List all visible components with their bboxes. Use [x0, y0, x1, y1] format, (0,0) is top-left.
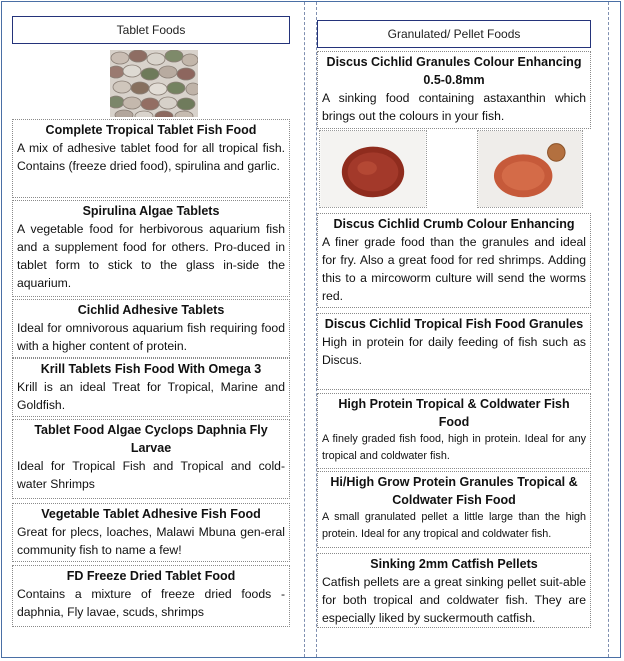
product-title: Complete Tropical Tablet Fish Food [45, 123, 257, 137]
product-description: High in protein for daily feeding of fish such as Discus. [322, 335, 586, 367]
product-item [12, 565, 290, 627]
crumb-photo [477, 130, 583, 208]
product-title: Vegetable Tablet Adhesive Fish Food [41, 507, 261, 521]
product-title: Discus Cichlid Granules Colour Enhancing 0.5-0.8mm [326, 55, 582, 87]
product-item [12, 419, 290, 499]
product-item [12, 503, 290, 562]
product-description: A sinking food containing astaxanthin which brings out the colours in your fish. [322, 91, 586, 123]
tablet-food-photo [110, 50, 198, 117]
product-item [12, 200, 290, 297]
product-title: Discus Cichlid Crumb Colour Enhancing [333, 217, 575, 231]
product-item [12, 299, 290, 358]
product-title: Discus Cichlid Tropical Fish Food Granules [324, 317, 584, 331]
product-description: A finer grade food than the granules and ideal for fry. Also a great food for red shrimps. Adding this to a mircoworm culture will send the worms red. [322, 235, 586, 303]
product-item [317, 313, 591, 390]
product-item [317, 393, 591, 469]
product-title: Cichlid Adhesive Tablets [77, 303, 225, 317]
product-item [317, 51, 591, 129]
product-title: Krill Tablets Fish Food With Omega 3 [40, 362, 262, 376]
product-item [317, 553, 591, 628]
product-item [12, 119, 290, 198]
product-description: Krill is an ideal Treat for Tropical, Marine and Goldfish. [17, 380, 285, 412]
product-title: Sinking 2mm Catfish Pellets [370, 557, 538, 571]
product-title: FD Freeze Dried Tablet Food [66, 569, 236, 583]
section-header: Tablet Foods [12, 16, 290, 44]
product-description: Ideal for omnivorous aquarium fish requiring food with a higher content of protein. [17, 321, 285, 353]
product-description: Great for plecs, loaches, Malawi Mbuna gen-eral community fish to name a few! [17, 525, 285, 557]
product-description: A vegetable food for herbivorous aquarium fish and a supplement food for others. Pro-duced in tablet form to stick to the glass in-side the aquarium. [17, 222, 285, 290]
product-item [12, 358, 290, 417]
product-description: Ideal for Tropical Fish and Tropical and cold-water Shrimps [17, 459, 285, 491]
section-header: Granulated/ Pellet Foods [317, 20, 591, 48]
column-divider [304, 2, 305, 657]
product-item [317, 213, 591, 308]
product-description: Contains a mixture of freeze dried foods - daphnia, Fly lavae, scuds, shrimps [17, 587, 285, 619]
product-title: Spirulina Algae Tablets [82, 204, 220, 218]
product-title: Hi/High Grow Protein Granules Tropical & Coldwater Fish Food [330, 475, 578, 507]
product-description: A mix of adhesive tablet food for all tropical fish. Contains (freeze dried food), spirulina and garlic. [17, 141, 285, 173]
product-item [317, 471, 591, 548]
product-title: Tablet Food Algae Cyclops Daphnia Fly Larvae [34, 423, 268, 455]
product-description: Catfish pellets are a great sinking pellet suit-able for both tropical and coldwater fish. They are especially liked by suckermouth catfish. [322, 575, 586, 625]
product-description: A small granulated pellet a little large than the high protein. Ideal for any tropical and coldwater fish. [322, 511, 586, 540]
granules-photo [319, 130, 427, 208]
product-title: High Protein Tropical & Coldwater Fish Food [338, 397, 570, 429]
column-divider [608, 2, 609, 657]
product-description: A finely graded fish food, high in protein. Ideal for any tropical and coldwater fish. [322, 433, 586, 462]
